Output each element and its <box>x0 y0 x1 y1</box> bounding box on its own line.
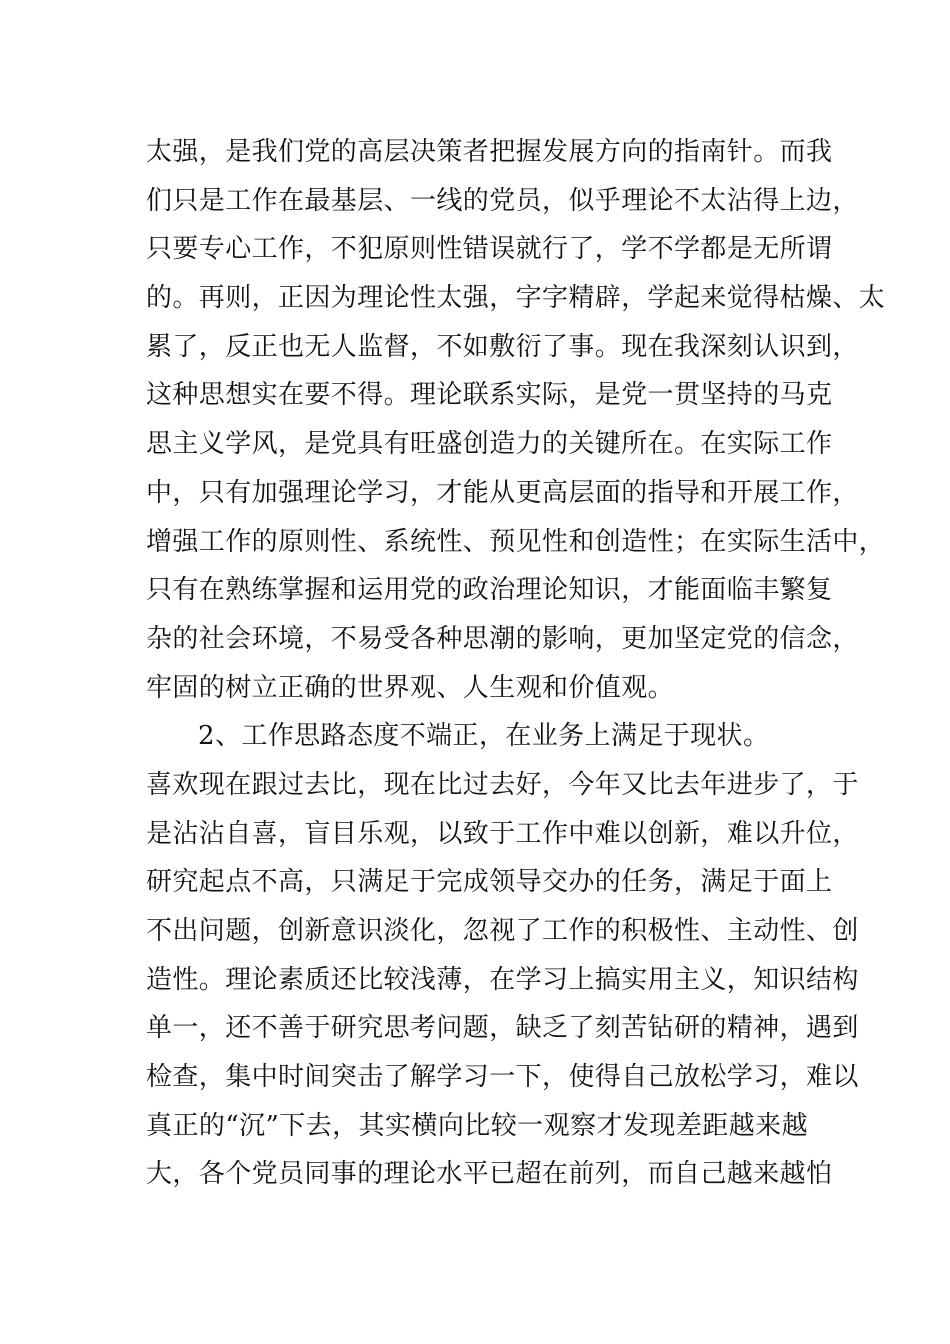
text-line: 累了，反正也无人监督，不如敷衍了事。现在我深刻认识到， <box>146 331 859 362</box>
section-heading: 2、工作思路态度不端正，在业务上满足于现状。 <box>198 721 770 752</box>
text-line: 思主义学风，是党具有旺盛创造力的关键所在。在实际工作 <box>146 429 833 460</box>
text-line: 不出问题，创新意识淡化，忽视了工作的积极性、主动性、创 <box>146 916 859 946</box>
text-line: 只有在熟练掌握和运用党的政治理论知识，才能面临丰繁复 <box>146 575 833 606</box>
text-line: 研究起点不高，只满足于完成领导交办的任务，满足于面上 <box>146 867 833 898</box>
text-line: 造性。理论素质还比较浅薄，在学习上搞实用主义，知识结构 <box>146 964 859 995</box>
text-line: 只要专心工作，不犯原则性错误就行了，学不学都是无所谓 <box>146 234 833 265</box>
text-line: 中，只有加强理论学习，才能从更高层面的指导和开展工作， <box>146 477 859 508</box>
text-line: 单一，还不善于研究思考问题，缺乏了刻苦钻研的精神，遇到 <box>146 1013 859 1044</box>
text-line: 检查，集中时间突击了解学习一下，使得自己放松学习，难以 <box>146 1062 859 1093</box>
text-line: 杂的社会环境，不易受各种思潮的影响，更加坚定党的信念， <box>146 623 859 654</box>
text-line: 牢固的树立正确的世界观、人生观和价值观。 <box>146 672 675 703</box>
text-line: 的。再则，正因为理论性太强，字字精辟，学起来觉得枯燥、太 <box>146 283 886 314</box>
text-line: 太强，是我们党的高层决策者把握发展方向的指南针。而我 <box>146 137 833 167</box>
text-line: 是沾沾自喜，盲目乐观，以致于工作中难以创新，难以升位， <box>146 818 859 849</box>
text-line: 真正的“沉”下去，其实横向比较一观察才发现差距越来越 <box>146 1110 808 1141</box>
text-line: 们只是工作在最基层、一线的党员，似乎理论不太沾得上边， <box>146 185 859 216</box>
text-line: 喜欢现在跟过去比，现在比过去好，今年又比去年进步了，于 <box>146 769 859 800</box>
text-line: 大，各个党员同事的理论水平已超在前列，而自己越来越怕 <box>146 1159 833 1190</box>
text-line: 这种思想实在要不得。理论联系实际，是党一贯坚持的马克 <box>146 380 833 411</box>
body-text <box>146 128 886 1199</box>
text-line: 增强工作的原则性、系统性、预见性和创造性；在实际生活中， <box>146 526 886 557</box>
